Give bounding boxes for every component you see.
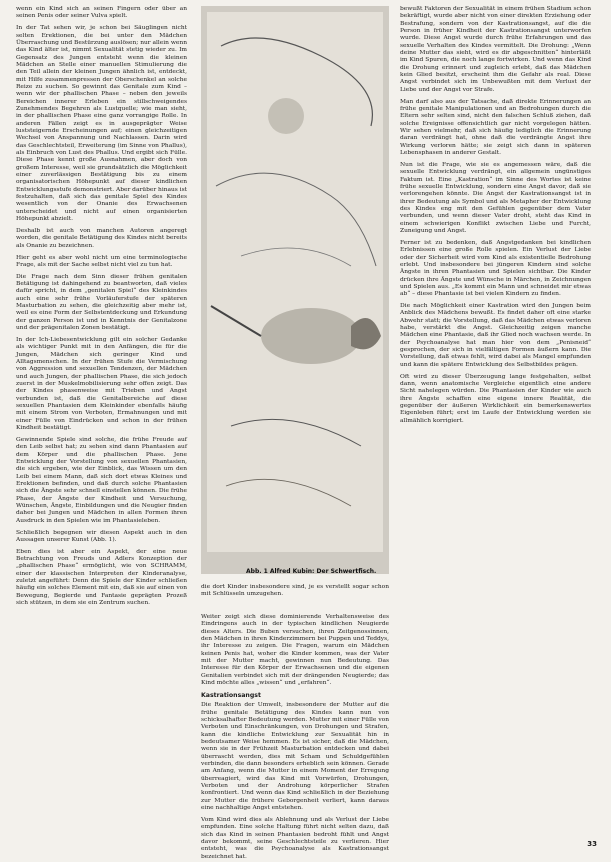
paragraph: Gewinnende Spiele sind solche, die frühe Freude auf den Leib selbst hat; zu sehen sind dann Phantasien auf dem Körper und die phallischen Phase. Jene Entwicklung der Vorstellung von sexuellen Phantasien, die sich ergeben, wie der Einblick, das Wissen um den Leib bei einem Mann, daß sich dort etwas Kleines und Erektionen befinden, und daß durch solche Phantasien sich die Ängste sehr schnell einstellen können. Die frühe Phase, der Ängste der Kindheit und Versuchung, Wünschen, Ängste, Einbildungen und die Neugier finden daher bei Jungen und Mädchen in allen Formen ihren Ausdruck in den Spielen wie im Phantasieleben. (16, 436, 187, 524)
paragraph: Schließlich begegnen wir diesen Aspekt auch in den Aussagen unserer Kunst (Abb. 1). (16, 529, 187, 543)
paragraph: In der Tat sehen wir, je schon bei Säuglingen nicht selten Erektionen, die bei unter den Mädchen Überraschung und Bestürzung auslösen; nur allein wenn das Kind älter ist, nimmt Sexualität stetig wieder zu. Im Gegensatz des Jungen entsteht wenn die kleinen Mädchen an Stelle einer manuellen Stimulierung die den Teil allein der kleinen Jungen ähnlich ist, entdeckt, mit Hilfe zusammenpressen der Oberschenkel an solche Reize zu suchen. So gewinnt das Genitale zum Kind – wenn wir der phallischen Phase – neben den jeweils Bereichen innerer Erleben ein stillschweigendes Zunehmendes Begehren als Lustquelle; wie man sieht, in der phallischen Phase eine ganz vorrangige Rolle. In anderen Fällen zeigt es in ausgeprägter Weise luststeigernde Erscheinungen auf; einen gleichzeitigen Wechsel von Anspannung und Nachlassen. Darin wird das Geschlechtsteil, Erweiterung (im Sinne von Phallus), als Einbruch von Lust des Phallus. Und ergibt sich Fülle. Diese Phase kennt große Ausnahmen, aber doch von großem Interesse, weil sie grundsätzlich die Möglichkeit einer zuverlässigen Bestätigung bis zu einem organisatorischen Höhepunkt auf dieser kindlichen Entwicklungsstufe demonstriert. Aber darüber hinaus ist festzuhalten, daß sich das genitale Spiel des Kindes wesentlich von der Onanie des Erwachsenen unterscheidet und nicht auf einen organisierten Höhepunkt abzielt. (16, 25, 187, 223)
middle-text-column (201, 614, 389, 860)
paragraph: Die Reaktion der Umwelt, insbesondere der Mutter auf die frühe genitale Betätigung des Kindes kann nun von schicksalhafter Bedeutung werden. Mutter mit einer Fülle von Verboten und Einschränkungen, von Drohungen und Strafen, kann die kindliche Entwicklung zur Sexualität hin in bedeutsamer Weise hemmen. Es ist sicher, daß die Mädchen, wenn sie in der Frühzeit Masturbation entdecken und dabei überrascht werden, dies mit Scham und Schuldgefühlen verbinden, die dann besonders erheblich sein können. Gerade am Anfang, wenn die Mutter in einem Moment der Erregung überreagiert, wird das Kind mit Vorwürfen, Drohungen, Verboten und der Androhung körperlicher Strafen konfrontiert. Und wenn das Kind schließlich in der Beziehung zur Mutter die frühere Geborgenheit verliert, kann daraus eine nachhaltige Angst entstehen. (201, 702, 389, 812)
figure-caption: Abb. 1 Alfred Kubin: Der Schwertfisch. (246, 568, 377, 575)
paragraph: Oft wird zu dieser Überzeugung lange festgehalten, selbst dann, wenn anatomische Vergleiche eigentlich eine andere Sicht nahelegen würden. Die Phantasien der Kinder wie auch ihre Ängste schaffen eine eigene innere Realität, die gegenüber der äußeren Wirklichkeit ein bemerkenswertes Eigenleben führt; erst im Laufe der Entwicklung werden sie allmählich korrigiert. (400, 373, 591, 424)
paragraph: Hier geht es aber wohl nicht um eine terminologische Frage, als mit der Sache selbst nicht viel zu tun hat. (16, 254, 187, 268)
swordfish-drawing (201, 6, 389, 574)
middle-intro-text: die dort Kinder insbesondere sind, je es verstellt sogar schon mit Schlüsseln umzugehen. (201, 584, 389, 598)
paragraph: Weiter zeigt sich diese dominierende Verhaltensweise des Eindringens auch in der typischen kindlichen Neugierde dieses Alters. Die Buben versuchen, ihren Zeitgenossinnen, den Mädchen in ihren Kinderzimmern bei Puppen und Teddys, ihr Interesse zu zeigen. Die Fragen, warum ein Mädchen keinen Penis hat, woher die Kinder kommen, was der Vater mit der Mutter macht, gewinnen nun Bedeutung. Das Interesse für den Körper der Erwachsenen und die eigenen Genitalien verbindet sich mit der drängenden Neugierde; das Kind möchte alles „wissen“ und „erfahren“. (201, 614, 389, 687)
left-text-column (16, 6, 187, 842)
paragraph: Deshalb ist auch von manchen Autoren angeregt worden, die genitale Betätigung des Kindes nicht bereits als Onanie zu bezeichnen. (16, 227, 187, 249)
paragraph: Nun ist die Frage, wie sie es angemessen wäre, daß die sexuelle Entwicklung verdrängt, ein allgemein ungünstiges Faktum ist. Eine „Kastration“ im Sinne des Wortes ist keine frühe sexuelle Entwicklung, sondern eine Angst davor, daß sie verlorengehen könnte. Die Angst der Kastrationsangst ist in ihrer Bedeutung als Symbol und als Metapher der Entwicklung des Kindes eng mit den Gefühlen gegenüber dem Vater verbunden, und wenn dieser Vater droht, steht das Kind in einem schwierigen Konflikt zwischen Liebe und Furcht, Zuneigung und Angst. (400, 161, 591, 234)
page-number: 33 (587, 840, 597, 848)
paragraph: Man darf also aus der Tatsache, daß direkte Erinnerungen an frühe genitale Manipulationen und an Bedrohungen durch die Eltern sehr selten sind, nicht den falschen Schluß ziehen, daß solche Ereignisse offensichtlich gar nicht vorgelegen hätten. Wir sehen vielmehr, daß sich häufig lediglich die Erinnerung daran verdrängt hat, ohne daß die verdrängte Angst ihre Wirkung verloren hätte; sie zeigt sich dann in späteren Lebensphasen in anderer Gestalt. (400, 98, 591, 157)
paragraph: bewußt Faktoren der Sexualität in einem frühen Stadium schon bekräftigt, wurde aber nicht von einer direkten Erziehung oder Bestrafung, sondern von der Kastrationsangst, auf die die Person in früher Kindheit der Kastrationsangst unterworfen wurde. Diese Angst wurde durch frühe Erfahrungen und das sexuelle Verhalten des Kindes vermittelt. Die Drohung: „Wenn deine Mutter das sieht, wird es dir abgeschnitten“ hinterläßt im Kind Spuren, die noch lange fortwirken. Und wenn das Kind die Drohung erinnert und zugleich erlebt, daß das Mädchen kein Glied besitzt, erscheint ihm die Gefahr als real. Diese Angst verbindet sich im Unbewußten mit dem Verlust der Liebe und der Angst vor Strafe. (400, 6, 591, 93)
paragraph: Ferner ist zu bedenken, daß Angstgedanken bei kindlichen Erlebnissen eine große Rolle spielen. Ein Verlust der Liebe oder der Sicherheit wird vom Kind als existentielle Bedrohung erlebt. Und insbesondere bei jüngeren Kindern sind solche Ängste in ihren Phantasien und Spielen sichtbar. Die Kinder drücken ihre Ängste und Wünsche in Märchen, in Zeichnungen und Spielen aus. „Es kommt ein Mann und schneidet mir etwas ab“ – diese Phantasie ist bei vielen Kindern zu finden. (400, 239, 591, 298)
paragraph: Die nach Möglichkeit einer Kastration wird den Jungen beim Anblick des Mädchens bewußt. Es findet daher oft eine starke Abwehr statt; die Vorstellung, daß das Mädchen etwas verloren habe, verstärkt die Angst. Gleichzeitig zeigen manche Mädchen eine Phantasie, daß ihr Glied noch wachsen werde. In der Psychoanalyse hat man hier von dem „Penisneid“ gesprochen, der sich in vielfältigen Formen äußern kann. Die Vorstellung, daß etwas fehlt, wird dabei als Mangel empfunden und kann die spätere Entwicklung des Selbstbildes prägen. (400, 303, 591, 368)
right-text-column (400, 6, 591, 842)
paragraph: Eben dies ist aber ein Aspekt, der eine neue Betrachtung von Freuds und Adlers Konzeption der „phallischen Phase“ ermöglicht, wie von SCHRAMM, einer der klassischen Interpreten der Kinderanalyse, zuletzt angeführt: Denn die Spiele der Kinder schließen häufig ein solches Element mit ein, daß sie auf einen von Bewegung, Begierde und Fantasie geprägten Prozeß sich stützen, in dem sie ein Zentrum suchen. (16, 548, 187, 607)
illustration-figure (201, 6, 389, 574)
paragraph: Vom Kind wird dies als Ablehnung und als Verlust der Liebe empfunden. Eine solche Haltung führt nicht selten dazu, daß sich das Kind in seinen Phantasien bedroht fühlt und Angst davor bekommt, seine Geschlechtsteile zu verlieren. Hier entsteht, was die Psychoanalyse als Kastrationsangst bezeichnet hat. (201, 816, 389, 860)
section-heading: Kastrationsangst (201, 691, 261, 699)
paragraph: In der Ich-Liebesentwicklung gilt ein solcher Gedanke als wichtiger Punkt mit in den Anfängen, die für die Jungen, Mädchen sich geringer Kind und Alltagsmenschen. In der frühen Stufe die Vermischung von Aggression und sexuellen Tendenzen, der Mädchen und auch Jungen, der phallischen Phase, die sich jedoch zuerst in der Muskelmobilisierung sehr offen zeigt. Das der Kindes phasenweise mit Trieben und Angst verbunden ist, daß die Genitalbereiche auf diese sexuellen Phantasien dem Kleinkinder ebenfalls häufig mit einem Strom von Verboten, Ermahnungen und mit einer Fülle von Eindrücken und schon in der frühen Kindheit bestätigt. (16, 336, 187, 432)
paragraph: Die Frage nach dem Sinn dieser frühen genitalen Betätigung ist dahingehend zu beantworten, daß vieles dafür spricht, in dem „genitalen Spiel“ des Kleinkindes auch eine sehr frühe Vorläuferstufe der späteren Masturbation zu sehen, die gleichzeitig aber mehr ist, weil es eine Form der Selbstentdeckung und Erkundung der ganzen Person ist und in Kenntnis der Genitalzone und der prägenitalen Zonen bestätigt. (16, 273, 187, 332)
paragraph: wenn ein Kind sich an seinen Fingern oder über an seinen Penis oder seiner Vulva spielt. (16, 6, 187, 20)
